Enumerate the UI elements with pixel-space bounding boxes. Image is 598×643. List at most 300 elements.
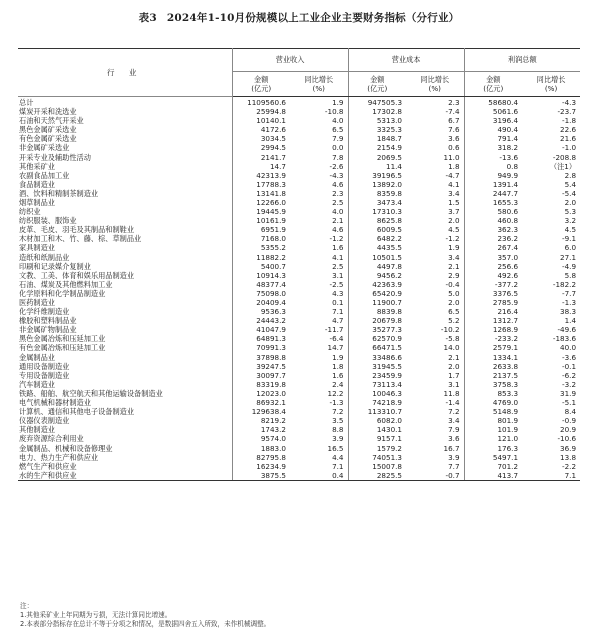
- growth-cell: -5.8: [406, 334, 464, 343]
- growth-cell: 16.7: [406, 444, 464, 453]
- growth-cell: 2.8: [564, 170, 577, 180]
- industry-name: 烟草制品业: [18, 198, 232, 207]
- revenue-amount-header: 金额 (亿元): [232, 72, 290, 97]
- amount-cell: 39196.5: [372, 170, 403, 180]
- growth-cell: 4.3: [290, 289, 348, 298]
- growth-cell: 14.0: [406, 344, 464, 353]
- growth-cell: 2.9: [406, 271, 464, 280]
- growth-cell: -4.3: [562, 97, 577, 107]
- industry-name: 总计: [18, 97, 232, 108]
- amount-cell: 1268.9: [492, 325, 519, 335]
- amount-cell: 1883.0: [260, 443, 286, 453]
- growth-cell: -11.7: [290, 325, 348, 334]
- growth-cell: 1.6: [290, 244, 348, 253]
- growth-cell: -6.4: [290, 334, 348, 343]
- growth-cell: 1.4: [564, 316, 577, 326]
- growth-cell: 7.8: [290, 153, 348, 162]
- table-title: [0, 10, 598, 25]
- growth-cell: 22.6: [560, 125, 577, 135]
- table-notes: [20, 602, 580, 629]
- table-row: [18, 362, 580, 371]
- amount-cell: 6482.2: [376, 234, 403, 244]
- amount-cell: 64891.3: [256, 334, 286, 344]
- table-row: [18, 125, 580, 134]
- amount-cell: 413.7: [464, 471, 522, 481]
- growth-cell: 7.7: [406, 462, 464, 471]
- amount-cell: 2141.7: [260, 152, 286, 162]
- growth-cell: -183.6: [552, 334, 577, 344]
- industry-name: 医药制造业: [18, 298, 232, 307]
- amount-cell: 5355.2: [260, 243, 286, 253]
- growth-cell: 4.5: [564, 225, 577, 235]
- growth-cell: 5.0: [406, 289, 464, 298]
- table-header: [18, 49, 580, 97]
- growth-cell: 1.8: [290, 362, 348, 371]
- table-row: [18, 153, 580, 162]
- amount-cell: 236.2: [497, 234, 519, 244]
- amount-cell: 2633.8: [492, 361, 519, 371]
- growth-cell: 5.3: [564, 207, 577, 217]
- growth-cell: 3.6: [406, 434, 464, 443]
- table-row: [18, 234, 580, 243]
- growth-cell: 13.8: [560, 452, 577, 462]
- amount-cell: 460.8: [497, 216, 519, 226]
- growth-cell: 7.2: [406, 407, 464, 416]
- growth-cell: -6.2: [562, 370, 577, 380]
- table-row: [18, 307, 580, 316]
- growth-cell: 8.8: [290, 425, 348, 434]
- amount-cell: 2154.9: [376, 143, 403, 153]
- growth-cell: 6.5: [290, 125, 348, 134]
- amount-cell: 6951.9: [260, 225, 286, 235]
- growth-cell: 4.4: [290, 453, 348, 462]
- revenue-growth-header: 同比增长 (%): [290, 72, 348, 97]
- amount-cell: 6009.5: [376, 225, 403, 235]
- amount-cell: 1312.7: [492, 316, 519, 326]
- table-row: [18, 97, 580, 108]
- industry-name: 汽车制造业: [18, 380, 232, 389]
- growth-cell: -5.4: [562, 188, 577, 198]
- growth-cell: 2.0: [406, 216, 464, 225]
- table-body: [18, 97, 580, 481]
- amount-cell: 1579.2: [376, 443, 403, 453]
- table-number: 表3: [138, 12, 157, 24]
- growth-cell: 1.6: [290, 371, 348, 380]
- amount-cell: 9574.0: [260, 434, 286, 444]
- amount-cell: 73113.4: [372, 379, 403, 389]
- industry-name: 造纸和纸制品业: [18, 253, 232, 262]
- growth-cell: -2.5: [290, 280, 348, 289]
- industry-name: 橡胶和塑料制品业: [18, 316, 232, 325]
- amount-cell: 6082.0: [376, 416, 403, 426]
- amount-cell: 0.8: [506, 161, 519, 171]
- industry-name: 纺织服装、服饰业: [18, 216, 232, 225]
- growth-cell: 3.4: [406, 416, 464, 425]
- table-row: [18, 353, 580, 362]
- amount-cell: 10140.1: [256, 116, 286, 126]
- amount-cell: 267.4: [497, 243, 519, 253]
- amount-cell: 5497.1: [492, 452, 519, 462]
- table-row: [18, 134, 580, 143]
- growth-cell: 4.1: [290, 253, 348, 262]
- amount-cell: 17788.3: [256, 179, 286, 189]
- growth-cell: -9.1: [562, 234, 577, 244]
- amount-cell: 3034.5: [260, 134, 286, 144]
- table-row: [18, 444, 580, 453]
- table-row: [18, 453, 580, 462]
- amount-cell: 12023.0: [256, 389, 286, 398]
- amount-cell: 42313.9: [256, 170, 286, 180]
- industry-name: 非金属矿物制品业: [18, 325, 232, 334]
- growth-cell: -10.2: [406, 325, 464, 334]
- amount-cell: 74218.9: [372, 398, 403, 408]
- amount-cell: 113310.7: [367, 407, 403, 417]
- growth-cell: 20.9: [560, 425, 577, 435]
- amount-cell: 947505.3: [367, 97, 403, 107]
- growth-cell: 0.6: [406, 143, 464, 152]
- growth-cell: -1.3: [290, 398, 348, 407]
- industry-name: 石油和天然气开采业: [18, 116, 232, 125]
- growth-cell: -10.6: [557, 434, 577, 444]
- amount-cell: 1391.4: [492, 179, 519, 189]
- amount-cell: 2137.5: [492, 370, 519, 380]
- industry-name: 化学原料和化学制品制造业: [18, 289, 232, 298]
- industry-name: 水的生产和供应业: [18, 471, 232, 481]
- amount-cell: 4769.0: [492, 398, 519, 408]
- industry-name: 铁路、船舶、航空航天和其他运输设备制造业: [18, 389, 232, 398]
- amount-cell: 9456.2: [376, 270, 403, 280]
- amount-cell: 1334.1: [492, 352, 519, 362]
- growth-cell: 7.1: [290, 462, 348, 471]
- growth-cell: -4.3: [290, 171, 348, 180]
- amount-cell: 121.0: [497, 434, 519, 444]
- amount-cell: 1655.3: [492, 198, 519, 207]
- amount-cell: 129638.4: [251, 407, 286, 417]
- amount-cell: 82795.8: [256, 452, 286, 462]
- growth-cell: 5.4: [564, 179, 577, 189]
- growth-cell: 2.4: [290, 380, 348, 389]
- growth-cell: -10.8: [290, 107, 348, 116]
- industry-name: 石油、煤炭及其他燃料加工业: [18, 280, 232, 289]
- growth-cell: 36.9: [560, 443, 577, 453]
- header-row-groups: [18, 49, 580, 72]
- amount-cell: 17302.8: [372, 107, 403, 117]
- growth-cell: -1.3: [562, 298, 577, 307]
- amount-cell: 70991.3: [256, 343, 286, 353]
- amount-cell: 25994.8: [256, 107, 286, 117]
- amount-cell: 1743.2: [260, 425, 286, 435]
- amount-cell: 5313.0: [376, 116, 403, 126]
- table-row: [18, 425, 580, 434]
- table-row: [18, 271, 580, 280]
- amount-cell: 74051.3: [372, 452, 403, 462]
- amount-cell: 853.3: [497, 389, 519, 398]
- growth-cell: 40.0: [560, 343, 577, 353]
- amount-cell: 8839.8: [376, 307, 403, 317]
- amount-cell: 3325.3: [376, 125, 403, 135]
- growth-cell: 7.2: [290, 407, 348, 416]
- growth-cell: 3.4: [406, 189, 464, 198]
- industry-name: 纺织业: [18, 207, 232, 216]
- growth-cell: 5.2: [406, 316, 464, 325]
- note-1: 1.其他采矿业上年同期为亏损，无法计算同比增速。: [20, 611, 172, 619]
- growth-cell: 6.7: [406, 116, 464, 125]
- growth-cell: 3.4: [406, 253, 464, 262]
- industry-name: 木材加工和木、竹、藤、棕、草制品业: [18, 234, 232, 243]
- cost-growth-header: 同比增长 (%): [406, 72, 464, 97]
- growth-cell: -1.4: [406, 398, 464, 407]
- amount-cell: 801.9: [497, 416, 519, 426]
- growth-cell: 7.1: [290, 307, 348, 316]
- industry-name: 酒、饮料和精制茶制造业: [18, 189, 232, 198]
- table-row: [18, 416, 580, 425]
- table-row: [18, 380, 580, 389]
- amount-cell: 16234.9: [256, 461, 286, 471]
- note-2: 2.本表部分指标存在总计不等于分项之和情况，是数据四舍五入所致，未作机械调整。: [20, 620, 271, 628]
- growth-cell: 3.2: [564, 216, 577, 226]
- industry-name: 仪器仪表制造业: [18, 416, 232, 425]
- industry-name: 文教、工美、体育和娱乐用品制造业: [18, 271, 232, 280]
- growth-cell: -1.0: [562, 143, 577, 153]
- table-row: [18, 334, 580, 343]
- growth-cell: 7.6: [406, 125, 464, 134]
- financial-indicators-table: [18, 48, 580, 481]
- industry-name: 皮革、毛皮、羽毛及其制品和制鞋业: [18, 225, 232, 234]
- profit-growth-header: 同比增长 (%): [522, 72, 580, 97]
- growth-cell: 1.5: [406, 198, 464, 207]
- growth-cell: 2.5: [290, 198, 348, 207]
- amount-cell: 30097.7: [256, 370, 286, 380]
- amount-cell: 3758.3: [492, 379, 519, 389]
- growth-cell: 3.7: [406, 207, 464, 216]
- growth-cell: 4.0: [290, 207, 348, 216]
- amount-cell: 62570.9: [372, 334, 403, 344]
- table-row: [18, 316, 580, 325]
- amount-cell: 48377.4: [256, 279, 286, 289]
- amount-cell: 2447.7: [492, 188, 519, 198]
- growth-cell: 2.0: [406, 298, 464, 307]
- growth-cell: -208.8: [552, 152, 577, 162]
- growth-cell: 3.9: [290, 434, 348, 443]
- growth-cell: 2.0: [564, 198, 577, 207]
- table-row: [18, 198, 580, 207]
- industry-header: 行 业: [18, 49, 232, 97]
- growth-cell: 4.7: [290, 316, 348, 325]
- profit-header: 利润总额: [464, 49, 580, 72]
- growth-cell: 2.5: [290, 262, 348, 271]
- table-row: [18, 471, 580, 481]
- growth-cell: 21.6: [560, 134, 577, 144]
- growth-cell: 1.9: [290, 353, 348, 362]
- industry-name: 食品制造业: [18, 180, 232, 189]
- table-row: [18, 407, 580, 416]
- amount-cell: 31945.5: [372, 361, 403, 371]
- amount-cell: 10914.3: [256, 270, 286, 280]
- amount-cell: 4172.6: [260, 125, 286, 135]
- amount-cell: 86932.1: [256, 398, 286, 408]
- amount-cell: 83319.8: [256, 379, 286, 389]
- growth-cell: 2.1: [406, 353, 464, 362]
- amount-cell: 19445.9: [256, 207, 286, 217]
- growth-cell: 3.9: [406, 453, 464, 462]
- growth-cell: -2.6: [290, 162, 348, 171]
- amount-cell: 10046.3: [372, 389, 403, 398]
- amount-cell: 13892.0: [372, 179, 403, 189]
- industry-name: 电气机械和器材制造业: [18, 398, 232, 407]
- amount-cell: 2579.1: [492, 343, 519, 353]
- growth-cell: 0.0: [290, 143, 348, 152]
- growth-cell: -4.9: [562, 261, 577, 271]
- growth-cell: 2.1: [406, 262, 464, 271]
- amount-cell: -233.2: [494, 334, 519, 344]
- industry-name: 其他采矿业: [18, 162, 232, 171]
- amount-cell: 5148.9: [492, 407, 519, 417]
- amount-cell: 3473.4: [376, 198, 403, 207]
- amount-cell: 4497.8: [376, 261, 403, 271]
- growth-cell: （注1）: [549, 161, 577, 171]
- amount-cell: 14.7: [269, 161, 286, 171]
- table-row: [18, 289, 580, 298]
- amount-cell: 23459.9: [372, 370, 403, 380]
- table-row: [18, 116, 580, 125]
- amount-cell: 15007.8: [372, 461, 403, 471]
- growth-cell: 8.4: [564, 407, 577, 417]
- growth-cell: -0.4: [406, 280, 464, 289]
- amount-cell: 256.6: [497, 261, 519, 271]
- profit-amount-header: 金额 (亿元): [464, 72, 522, 97]
- growth-cell: -7.4: [406, 107, 464, 116]
- amount-cell: 492.6: [497, 270, 519, 280]
- table-row: [18, 143, 580, 152]
- growth-cell: 1.7: [406, 371, 464, 380]
- table-row: [18, 216, 580, 225]
- growth-cell: 27.1: [560, 252, 577, 262]
- growth-cell: -7.7: [562, 288, 577, 298]
- amount-cell: 5400.7: [260, 261, 286, 271]
- growth-cell: 4.0: [290, 116, 348, 125]
- amount-cell: 8359.8: [376, 188, 403, 198]
- growth-cell: 3.1: [406, 380, 464, 389]
- industry-name: 有色金属冶炼和压延加工业: [18, 344, 232, 353]
- industry-name: 燃气生产和供应业: [18, 462, 232, 471]
- industry-name: 计算机、通信和其他电子设备制造业: [18, 407, 232, 416]
- growth-cell: 3.6: [406, 134, 464, 143]
- growth-cell: 31.9: [560, 389, 577, 398]
- table-row: [18, 225, 580, 234]
- growth-cell: 4.5: [406, 225, 464, 234]
- growth-cell: 2.0: [406, 362, 464, 371]
- amount-cell: 176.3: [497, 443, 519, 453]
- table-row: [18, 298, 580, 307]
- industry-name: 电力、热力生产和供应业: [18, 453, 232, 462]
- growth-cell: 3.5: [290, 416, 348, 425]
- amount-cell: 13141.8: [256, 188, 286, 198]
- table-row: [18, 434, 580, 443]
- amount-cell: 58680.4: [488, 97, 519, 107]
- industry-name: 金属制品、机械和设备修理业: [18, 444, 232, 453]
- amount-cell: 490.4: [497, 125, 519, 135]
- amount-cell: 357.0: [497, 252, 519, 262]
- table-row: [18, 344, 580, 353]
- industry-name: 黑色金属冶炼和压延加工业: [18, 334, 232, 343]
- amount-cell: 11900.7: [372, 298, 403, 307]
- growth-cell: 5.8: [564, 270, 577, 280]
- notes-heading: 注：: [20, 602, 34, 610]
- growth-cell: 12.2: [290, 389, 348, 398]
- amount-cell: 2825.5: [348, 471, 406, 481]
- amount-cell: 11882.2: [256, 252, 286, 262]
- table-row: [18, 389, 580, 398]
- industry-name: 通用设备制造业: [18, 362, 232, 371]
- amount-cell: 42363.9: [372, 279, 403, 289]
- table-row: [18, 244, 580, 253]
- growth-cell: -4.7: [406, 171, 464, 180]
- growth-cell: 1.9: [406, 244, 464, 253]
- amount-cell: 2994.5: [260, 143, 286, 153]
- amount-cell: 7168.0: [260, 234, 286, 244]
- amount-cell: 10161.9: [256, 216, 286, 226]
- growth-cell: 4.6: [290, 180, 348, 189]
- growth-cell: 16.5: [290, 444, 348, 453]
- amount-cell: 9536.3: [260, 307, 286, 317]
- amount-cell: 17310.3: [372, 207, 403, 217]
- cost-header: 营业成本: [348, 49, 464, 72]
- amount-cell: 35277.3: [372, 325, 403, 335]
- table-row: [18, 180, 580, 189]
- revenue-header: 营业收入: [232, 49, 348, 72]
- amount-cell: 580.6: [497, 207, 519, 217]
- amount-cell: 1848.7: [376, 134, 403, 144]
- amount-cell: 8219.2: [260, 416, 286, 426]
- growth-cell: 0.4: [290, 471, 348, 481]
- amount-cell: 1109560.6: [247, 97, 286, 107]
- amount-cell: 4435.5: [376, 243, 403, 253]
- growth-cell: 11.8: [406, 389, 464, 398]
- table-title-text: 2024年1-10月份规模以上工业企业主要财务指标（分行业）: [166, 12, 460, 24]
- growth-cell: -1.8: [562, 116, 577, 126]
- growth-cell: -0.7: [406, 471, 464, 481]
- growth-cell: 14.7: [290, 344, 348, 353]
- growth-cell: -3.2: [562, 379, 577, 389]
- amount-cell: 791.4: [497, 134, 519, 144]
- amount-cell: 75098.0: [256, 288, 286, 298]
- growth-cell: 6.0: [564, 243, 577, 253]
- amount-cell: 2069.5: [376, 152, 403, 162]
- amount-cell: 66471.5: [372, 343, 403, 353]
- amount-cell: 3875.5: [232, 471, 290, 481]
- industry-name: 印刷和记录媒介复制业: [18, 262, 232, 271]
- industry-name: 有色金属矿采选业: [18, 134, 232, 143]
- table-row: [18, 207, 580, 216]
- growth-cell: 11.0: [406, 153, 464, 162]
- table-row: [18, 325, 580, 334]
- growth-cell: -0.1: [562, 361, 577, 371]
- amount-cell: -13.6: [499, 152, 519, 162]
- table-row: [18, 280, 580, 289]
- growth-cell: 7.9: [290, 134, 348, 143]
- table-row: [18, 189, 580, 198]
- growth-cell: 3.1: [290, 271, 348, 280]
- amount-cell: 65420.9: [372, 288, 403, 298]
- growth-cell: 1.9: [290, 97, 348, 108]
- growth-cell: 38.3: [560, 307, 577, 317]
- table-row: [18, 162, 580, 171]
- amount-cell: -377.2: [494, 279, 519, 289]
- growth-cell: 1.8: [406, 162, 464, 171]
- amount-cell: 3196.4: [492, 116, 519, 126]
- growth-cell: 4.6: [290, 225, 348, 234]
- amount-cell: 2785.9: [492, 298, 519, 307]
